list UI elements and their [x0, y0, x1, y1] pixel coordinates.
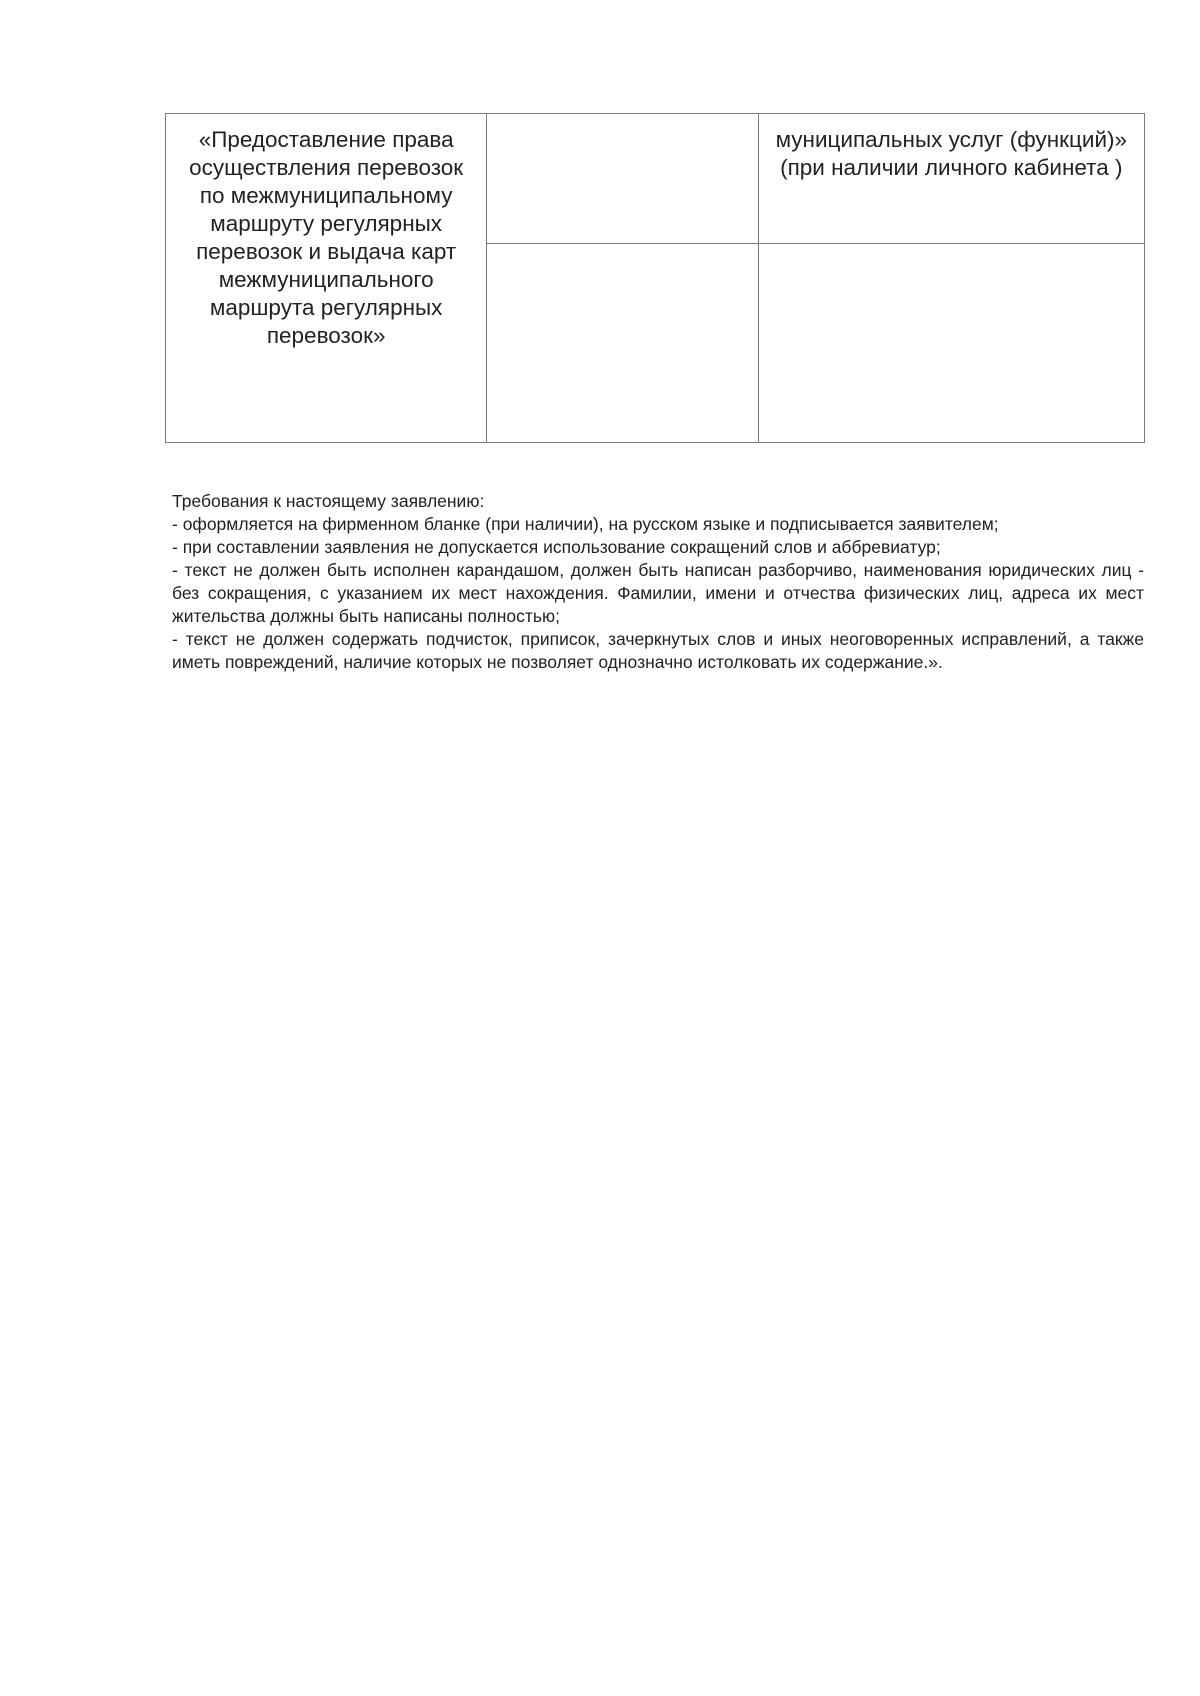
empty-cell [487, 114, 758, 244]
requirement-item: - текст не должен содержать подчисток, приписок, зачеркнутых слов и иных неоговоренных исправлений, а также иметь повреждений, наличие которых не позволяет однозначно истолковать их содержание.». [172, 629, 1144, 672]
portal-note-cell [758, 114, 1144, 244]
service-name-text: «Предоставление права осуществления перевозок по межмуниципальному маршруту регулярных перевозок и выдача карт межмуниципального маршрута регулярных перевозок» [189, 127, 464, 348]
requirement-item: - текст не должен быть исполнен карандашом, должен быть написан разборчиво, наименования юридических лиц - без сокращения, с указанием их мест нахождения. Фамилии, имени и отчества физических лиц, адреса их мест жительства должны быть написаны полностью; [172, 560, 1144, 626]
empty-cell [758, 244, 1144, 443]
requirement-item: - при составлении заявления не допускается использование сокращений слов и аббревиатур; [172, 537, 941, 557]
requirements-section [172, 490, 1144, 674]
service-name-cell [166, 114, 487, 443]
table-row [166, 114, 1145, 244]
requirement-item: - оформляется на фирменном бланке (при наличии), на русском языке и подписывается заявителем; [172, 514, 999, 534]
application-form-table [165, 113, 1145, 443]
empty-cell [487, 244, 758, 443]
requirements-title: Требования к настоящему заявлению: [172, 491, 485, 511]
portal-note-text: муниципальных услуг (функций)» (при наличии личного кабинета ) [775, 127, 1128, 180]
